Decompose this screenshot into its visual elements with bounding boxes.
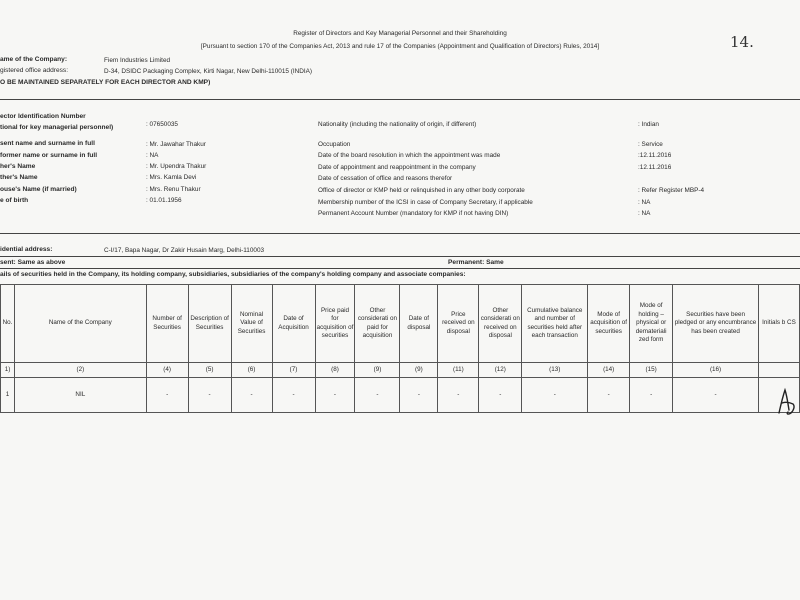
occupation-label: Occupation — [318, 141, 351, 148]
company-name-value: Fiem Industries Limited — [104, 57, 171, 64]
column-number: (9) — [400, 363, 438, 378]
nationality-value: : Indian — [638, 121, 659, 128]
table-cell: - — [438, 378, 479, 413]
dob-label: e of birth — [0, 197, 29, 204]
board-resolution-label: Date of the board resolution in which the appointment was made — [318, 152, 501, 159]
column-number: (2) — [14, 363, 146, 378]
nationality-label: Nationality (including the nationality of origin, if different) — [318, 121, 477, 128]
header-cell: Name of the Company — [14, 285, 146, 363]
register-subtitle: [Pursuant to section 170 of the Companies Act, 2013 and rule 17 of the Companies (Appointment and Qualification of Directors) Rules, 2014] — [200, 43, 600, 50]
office-address-label: gistered office address: — [0, 67, 69, 74]
column-number: (8) — [315, 363, 355, 378]
table-header-row — [1, 285, 800, 363]
column-number — [758, 363, 799, 378]
appointment-date-value: :12.11.2016 — [638, 164, 672, 171]
company-name-label: ame of the Company: — [0, 56, 68, 63]
header-cell: Date of Acquisition — [272, 285, 315, 363]
appointment-date-label: Date of appointment and reappointment in the company — [318, 164, 476, 171]
header-cell: Date of disposal — [400, 285, 438, 363]
column-number: (12) — [479, 363, 522, 378]
header-cell: Other considerati on paid for acquisition — [355, 285, 400, 363]
securities-table — [0, 284, 800, 413]
table-column-number-row — [1, 363, 800, 378]
column-number: (13) — [522, 363, 588, 378]
table-cell: - — [355, 378, 400, 413]
header-cell: Number of Securities — [146, 285, 188, 363]
securities-heading: ails of securities held in the Company, its holding company, subsidiaries, subsidiaries of the company's holding company and associate companies: — [0, 271, 466, 278]
din-label-line1: ector Identification Number — [0, 113, 86, 120]
header-cell: Nominal Value of Securities — [231, 285, 272, 363]
table-cell: - — [673, 378, 759, 413]
divider-heading — [0, 268, 800, 269]
table-cell: 1 — [1, 378, 15, 413]
column-number: (4) — [146, 363, 188, 378]
column-number: (9) — [355, 363, 400, 378]
icsi-membership-label: Membership number of the ICSI in case of Company Secretary, if applicable — [318, 199, 533, 206]
board-resolution-value: :12.11.2016 — [638, 152, 672, 159]
header-cell: Cumulative balance and number of securities held after each transaction — [522, 285, 588, 363]
table-row — [1, 378, 800, 413]
maintenance-note: O BE MAINTAINED SEPARATELY FOR EACH DIRECTOR AND KMP) — [0, 79, 211, 86]
table-cell: - — [272, 378, 315, 413]
header-cell: Securities have been pledged or any encumbrance has been created — [673, 285, 759, 363]
office-address-value: D-34, DSIDC Packaging Complex, Kirti Nagar, New Delhi-110015 (INDIA) — [104, 68, 313, 75]
table-cell: NIL — [14, 378, 146, 413]
pan-label: Permanent Account Number (mandatory for KMP if not having DIN) — [318, 210, 509, 217]
other-office-label: Office of director or KMP held or relinquished in any other body corporate — [318, 187, 525, 194]
icsi-membership-value: : NA — [638, 199, 651, 206]
father-name-label: her's Name — [0, 163, 36, 170]
mother-name-label: ther's Name — [0, 174, 38, 181]
table-cell: - — [479, 378, 522, 413]
father-name-value: : Mr. Upendra Thakur — [146, 163, 207, 170]
table-cell: - — [522, 378, 588, 413]
header-cell: No. — [1, 285, 15, 363]
column-number: 1) — [1, 363, 15, 378]
din-value: : 07650035 — [146, 121, 178, 128]
header-cell: Mode of holding – physical or demateriali zed form — [630, 285, 673, 363]
mother-name-value: : Mrs. Kamla Devi — [146, 174, 197, 181]
residential-address-value: C-I/17, Bapa Nagar, Dr Zakir Husain Marg, Delhi-110003 — [104, 247, 265, 254]
pan-value: : NA — [638, 210, 651, 217]
table-cell: - — [146, 378, 188, 413]
column-number: (6) — [231, 363, 272, 378]
divider-middle — [0, 233, 800, 234]
present-name-value: : Mr. Jawahar Thakur — [146, 141, 206, 148]
column-number: (16) — [673, 363, 759, 378]
header-cell: Other considerati on received on disposal — [479, 285, 522, 363]
header-cell: Mode of acquisition of securities — [588, 285, 630, 363]
residential-address-label: idential address: — [0, 246, 53, 253]
header-cell: Price received on disposal — [438, 285, 479, 363]
table-cell: - — [630, 378, 673, 413]
column-number: (11) — [438, 363, 479, 378]
header-cell: Initials b CS — [758, 285, 799, 363]
header-cell: Price paid for acquisition of securities — [315, 285, 355, 363]
din-label-line2: tional for key managerial personnel) — [0, 124, 114, 131]
present-address-label: sent: Same as above — [0, 259, 66, 266]
table-cell: - — [588, 378, 630, 413]
header-cell: Description of Securities — [188, 285, 231, 363]
column-number: (7) — [272, 363, 315, 378]
other-office-value: : Refer Register MBP-4 — [638, 187, 705, 194]
divider-top — [0, 99, 800, 100]
spouse-name-value: : Mrs. Renu Thakur — [146, 186, 201, 193]
former-name-label: former name or surname in full — [0, 152, 98, 159]
column-number: (15) — [630, 363, 673, 378]
table-cell: - — [315, 378, 355, 413]
spouse-name-label: ouse's Name (if married) — [0, 186, 77, 193]
handwritten-initials — [776, 386, 798, 416]
dob-value: : 01.01.1956 — [146, 197, 182, 204]
column-number: (14) — [588, 363, 630, 378]
divider-address — [0, 256, 800, 257]
cessation-label: Date of cessation of office and reasons therefor — [318, 175, 453, 182]
page-number: 14. — [730, 33, 754, 51]
permanent-address-label: Permanent: Same — [448, 259, 504, 266]
table-cell: - — [231, 378, 272, 413]
present-name-label: sent name and surname in full — [0, 140, 95, 147]
register-title: Register of Directors and Key Managerial Personnel and their Shareholding — [293, 30, 507, 37]
table-cell: - — [400, 378, 438, 413]
column-number: (5) — [188, 363, 231, 378]
table-cell: - — [188, 378, 231, 413]
former-name-value: : NA — [146, 152, 159, 159]
occupation-value: : Service — [638, 141, 663, 148]
